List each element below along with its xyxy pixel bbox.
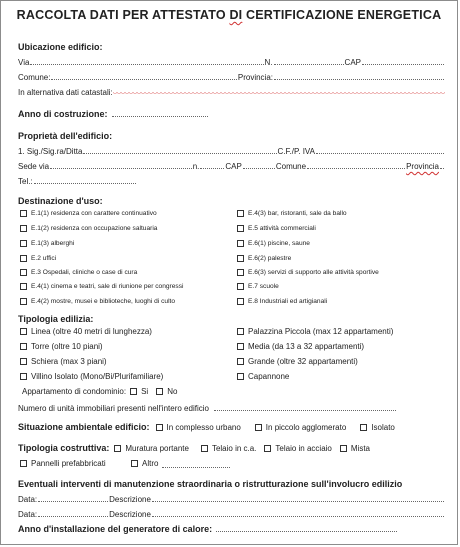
- condominio-no-checkbox[interactable]: [156, 388, 163, 395]
- option-label: Villino Isolato (Mono/Bi/Plurifamiliare): [31, 372, 164, 381]
- checkbox[interactable]: [20, 343, 27, 350]
- unita-field[interactable]: [214, 403, 396, 411]
- dest-option-e13[interactable]: [20, 240, 74, 247]
- situazione-row: [18, 422, 395, 432]
- sede-comune-label: Comune: [275, 162, 307, 171]
- ubicazione-heading: Ubicazione edificio:: [18, 42, 103, 52]
- cap-field[interactable]: [362, 57, 444, 65]
- sede-row: [18, 161, 445, 171]
- checkbox[interactable]: [237, 358, 244, 365]
- option-label: Linea (oltre 40 metri di lunghezza): [31, 327, 152, 336]
- checkbox[interactable]: [20, 460, 27, 467]
- cf-field[interactable]: [316, 146, 444, 154]
- sede-numero-field[interactable]: [200, 161, 224, 169]
- tipo-media[interactable]: [237, 342, 364, 351]
- sede-provincia-field[interactable]: [440, 161, 444, 169]
- option-label: E.7 scuole: [248, 283, 279, 290]
- dest-option-e8[interactable]: [237, 298, 327, 305]
- option-label: E.2 uffici: [31, 255, 57, 262]
- destinazione-heading: Destinazione d'uso:: [18, 196, 103, 206]
- costruttiva-row: [18, 443, 370, 453]
- title-text-1: RACCOLTA DATI PER ATTESTATO: [16, 8, 230, 22]
- checkbox[interactable]: [340, 445, 347, 452]
- via-field[interactable]: [30, 57, 263, 65]
- sig-label: 1. Sig./Sig.ra/Ditta: [18, 147, 83, 156]
- catastali-field[interactable]: [113, 87, 445, 95]
- proprieta-heading: Proprietà dell'edificio:: [18, 131, 113, 141]
- option-label: Isolato: [371, 422, 395, 432]
- comune-row: [18, 72, 445, 82]
- altro-field[interactable]: [162, 460, 230, 468]
- checkbox[interactable]: [156, 424, 163, 431]
- generatore-row: [18, 524, 398, 534]
- checkbox[interactable]: [131, 460, 138, 467]
- costruttiva-muratura[interactable]: [114, 444, 189, 453]
- data-label: Data:: [18, 510, 38, 519]
- option-label: E.1(2) residenza con occupazione saltuaria: [31, 225, 158, 232]
- checkbox[interactable]: [237, 269, 244, 276]
- title-text-2: DI: [229, 8, 243, 22]
- tipo-torre[interactable]: [20, 342, 103, 351]
- option-label: E.4(2) mostre, musei e biblioteche, luoghi di culto: [31, 298, 176, 305]
- checkbox[interactable]: [201, 445, 208, 452]
- dest-option-e41[interactable]: [20, 283, 183, 290]
- provincia-field[interactable]: [274, 72, 444, 80]
- checkbox[interactable]: [264, 445, 271, 452]
- generatore-label: Anno d'installazione del generatore di calore:: [18, 524, 213, 534]
- sede-label: Sede via: [18, 162, 50, 171]
- checkbox[interactable]: [237, 225, 244, 232]
- option-label: Mista: [350, 443, 371, 453]
- option-label: In complesso urbano: [166, 422, 241, 432]
- provincia-label: Provincia:: [237, 73, 273, 82]
- situazione-urbano[interactable]: [156, 423, 241, 432]
- costruttiva-telaio-ca[interactable]: [201, 444, 256, 453]
- anno-label: Anno di costruzione:: [18, 109, 108, 119]
- tipo-linea[interactable]: [20, 327, 152, 336]
- unita-label: Numero di unità immobiliari presenti nell'intero edificio: [18, 404, 209, 413]
- data-label: Data:: [18, 495, 38, 504]
- checkbox[interactable]: [20, 240, 27, 247]
- tipo-grande[interactable]: [237, 357, 358, 366]
- page-title: [1, 8, 457, 22]
- option-label: Telaio in acciaio: [275, 443, 332, 453]
- condominio-row: [22, 387, 177, 396]
- tel-field[interactable]: [34, 176, 136, 184]
- interventi-heading: Eventuali interventi di manutenzione straordinaria o ristrutturazione sull'involucro edilizio: [18, 479, 403, 489]
- checkbox[interactable]: [237, 343, 244, 350]
- option-label: Altro: [142, 459, 159, 468]
- sede-comune-field[interactable]: [307, 161, 405, 169]
- checkbox[interactable]: [237, 255, 244, 262]
- data-field[interactable]: [38, 494, 108, 502]
- descrizione-label: Descrizione: [109, 510, 151, 519]
- costruttiva-mista[interactable]: [340, 444, 370, 453]
- option-label: Torre (oltre 10 piani): [31, 342, 103, 351]
- option-label: E.1(1) residenza con carattere continuativo: [31, 210, 157, 217]
- option-label: In piccolo agglomerato: [265, 422, 347, 432]
- option-label: Media (da 13 a 32 appartamenti): [248, 342, 365, 351]
- dest-option-e2[interactable]: [20, 255, 56, 262]
- cap-label: CAP: [344, 58, 361, 67]
- tipo-villino[interactable]: [20, 372, 163, 381]
- no-label: No: [167, 387, 178, 396]
- anno-row: [18, 109, 318, 119]
- intervento-row-2: [18, 509, 445, 519]
- numero-label: N.: [264, 58, 273, 67]
- tipologia-heading: Tipologia edilizia:: [18, 314, 94, 324]
- sede-numero-label: n.: [192, 162, 200, 171]
- option-label: Palazzina Piccola (max 12 appartamenti): [248, 327, 394, 336]
- unita-row: [18, 403, 397, 413]
- dest-option-e11[interactable]: [20, 210, 157, 217]
- condominio-label: Appartamento di condominio:: [22, 387, 127, 396]
- option-label: Telaio in c.a.: [211, 443, 257, 453]
- option-label: E.6(1) piscine, saune: [248, 240, 310, 247]
- cf-label: C.F./P. IVA: [277, 147, 315, 156]
- checkbox[interactable]: [237, 240, 244, 247]
- dest-option-e3[interactable]: [20, 269, 137, 276]
- checkbox[interactable]: [20, 298, 27, 305]
- checkbox[interactable]: [20, 373, 27, 380]
- catastali-label: In alternativa dati catastali:: [18, 88, 113, 97]
- checkbox[interactable]: [237, 298, 244, 305]
- checkbox[interactable]: [114, 445, 121, 452]
- data-field[interactable]: [38, 509, 108, 517]
- dest-option-e7[interactable]: [237, 283, 279, 290]
- checkbox[interactable]: [237, 210, 244, 217]
- option-label: E.3 Ospedali, cliniche o case di cura: [31, 269, 138, 276]
- option-label: Pannelli prefabbricati: [31, 459, 106, 468]
- descrizione-label: Descrizione: [109, 495, 151, 504]
- descrizione-field[interactable]: [152, 509, 444, 517]
- checkbox[interactable]: [20, 269, 27, 276]
- checkbox[interactable]: [360, 424, 367, 431]
- tipo-palazzina[interactable]: [237, 327, 393, 336]
- comune-field[interactable]: [51, 72, 236, 80]
- via-label: Via: [18, 58, 30, 67]
- option-label: E.1(3) alberghi: [31, 240, 75, 247]
- option-label: Capannone: [248, 372, 290, 381]
- tipo-capannone[interactable]: [237, 372, 289, 381]
- tel-row: [18, 176, 137, 186]
- catastali-row: [18, 87, 445, 97]
- checkbox[interactable]: [20, 328, 27, 335]
- checkbox[interactable]: [20, 225, 27, 232]
- checkbox[interactable]: [20, 210, 27, 217]
- dest-option-e42[interactable]: [20, 298, 175, 305]
- option-label: Schiera (max 3 piani): [31, 357, 107, 366]
- situazione-agglomerato[interactable]: [255, 423, 347, 432]
- dest-option-e12[interactable]: [20, 225, 157, 232]
- option-label: E.5 attività commerciali: [248, 225, 316, 232]
- costruttiva-heading: Tipologia costruttiva:: [18, 443, 110, 453]
- checkbox[interactable]: [20, 283, 27, 290]
- situazione-heading: Situazione ambientale edificio:: [18, 422, 150, 432]
- sede-cap-field[interactable]: [243, 161, 275, 169]
- option-label: E.4(1) cinema e teatri, sale di riunione per congressi: [31, 283, 184, 290]
- dest-option-e5[interactable]: [237, 225, 316, 232]
- option-label: E.6(3) servizi di supporto alle attività sportive: [248, 269, 379, 276]
- option-label: E.8 Industriali ed artigianali: [248, 298, 328, 305]
- intervento-row-1: [18, 494, 445, 504]
- tipo-schiera[interactable]: [20, 357, 107, 366]
- descrizione-field[interactable]: [152, 494, 444, 502]
- condominio-si-checkbox[interactable]: [130, 388, 137, 395]
- dest-option-e61[interactable]: [237, 240, 310, 247]
- numero-field[interactable]: [274, 57, 344, 65]
- tel-label: Tel.:: [18, 177, 33, 186]
- checkbox[interactable]: [20, 358, 27, 365]
- checkbox[interactable]: [20, 255, 27, 262]
- checkbox[interactable]: [237, 283, 244, 290]
- si-label: Si: [141, 387, 149, 396]
- dest-option-e43[interactable]: [237, 210, 347, 217]
- title-text-3: CERTIFICAZIONE ENERGETICA: [242, 8, 442, 22]
- costruttiva-pannelli[interactable]: [20, 459, 106, 468]
- sede-field[interactable]: [50, 161, 192, 169]
- checkbox[interactable]: [237, 328, 244, 335]
- dest-option-e62[interactable]: [237, 255, 291, 262]
- option-label: E.6(2) palestre: [248, 255, 292, 262]
- checkbox[interactable]: [255, 424, 262, 431]
- costruttiva-telaio-acciaio[interactable]: [264, 444, 331, 453]
- generatore-field[interactable]: [216, 524, 397, 532]
- via-row: [18, 57, 445, 67]
- sede-provincia-label: Provincia: [406, 162, 439, 171]
- sede-cap-label: CAP: [225, 162, 242, 171]
- sig-field[interactable]: [83, 146, 276, 154]
- anno-field[interactable]: [112, 109, 208, 117]
- comune-label: Comune:: [18, 73, 51, 82]
- option-label: E.4(3) bar, ristoranti, sale da ballo: [248, 210, 347, 217]
- option-label: Muratura portante: [125, 443, 189, 453]
- checkbox[interactable]: [237, 373, 244, 380]
- dest-option-e63[interactable]: [237, 269, 379, 276]
- costruttiva-altro[interactable]: [131, 459, 231, 468]
- situazione-isolato[interactable]: [360, 423, 395, 432]
- option-label: Grande (oltre 32 appartamenti): [248, 357, 358, 366]
- proprietario-row: [18, 146, 445, 156]
